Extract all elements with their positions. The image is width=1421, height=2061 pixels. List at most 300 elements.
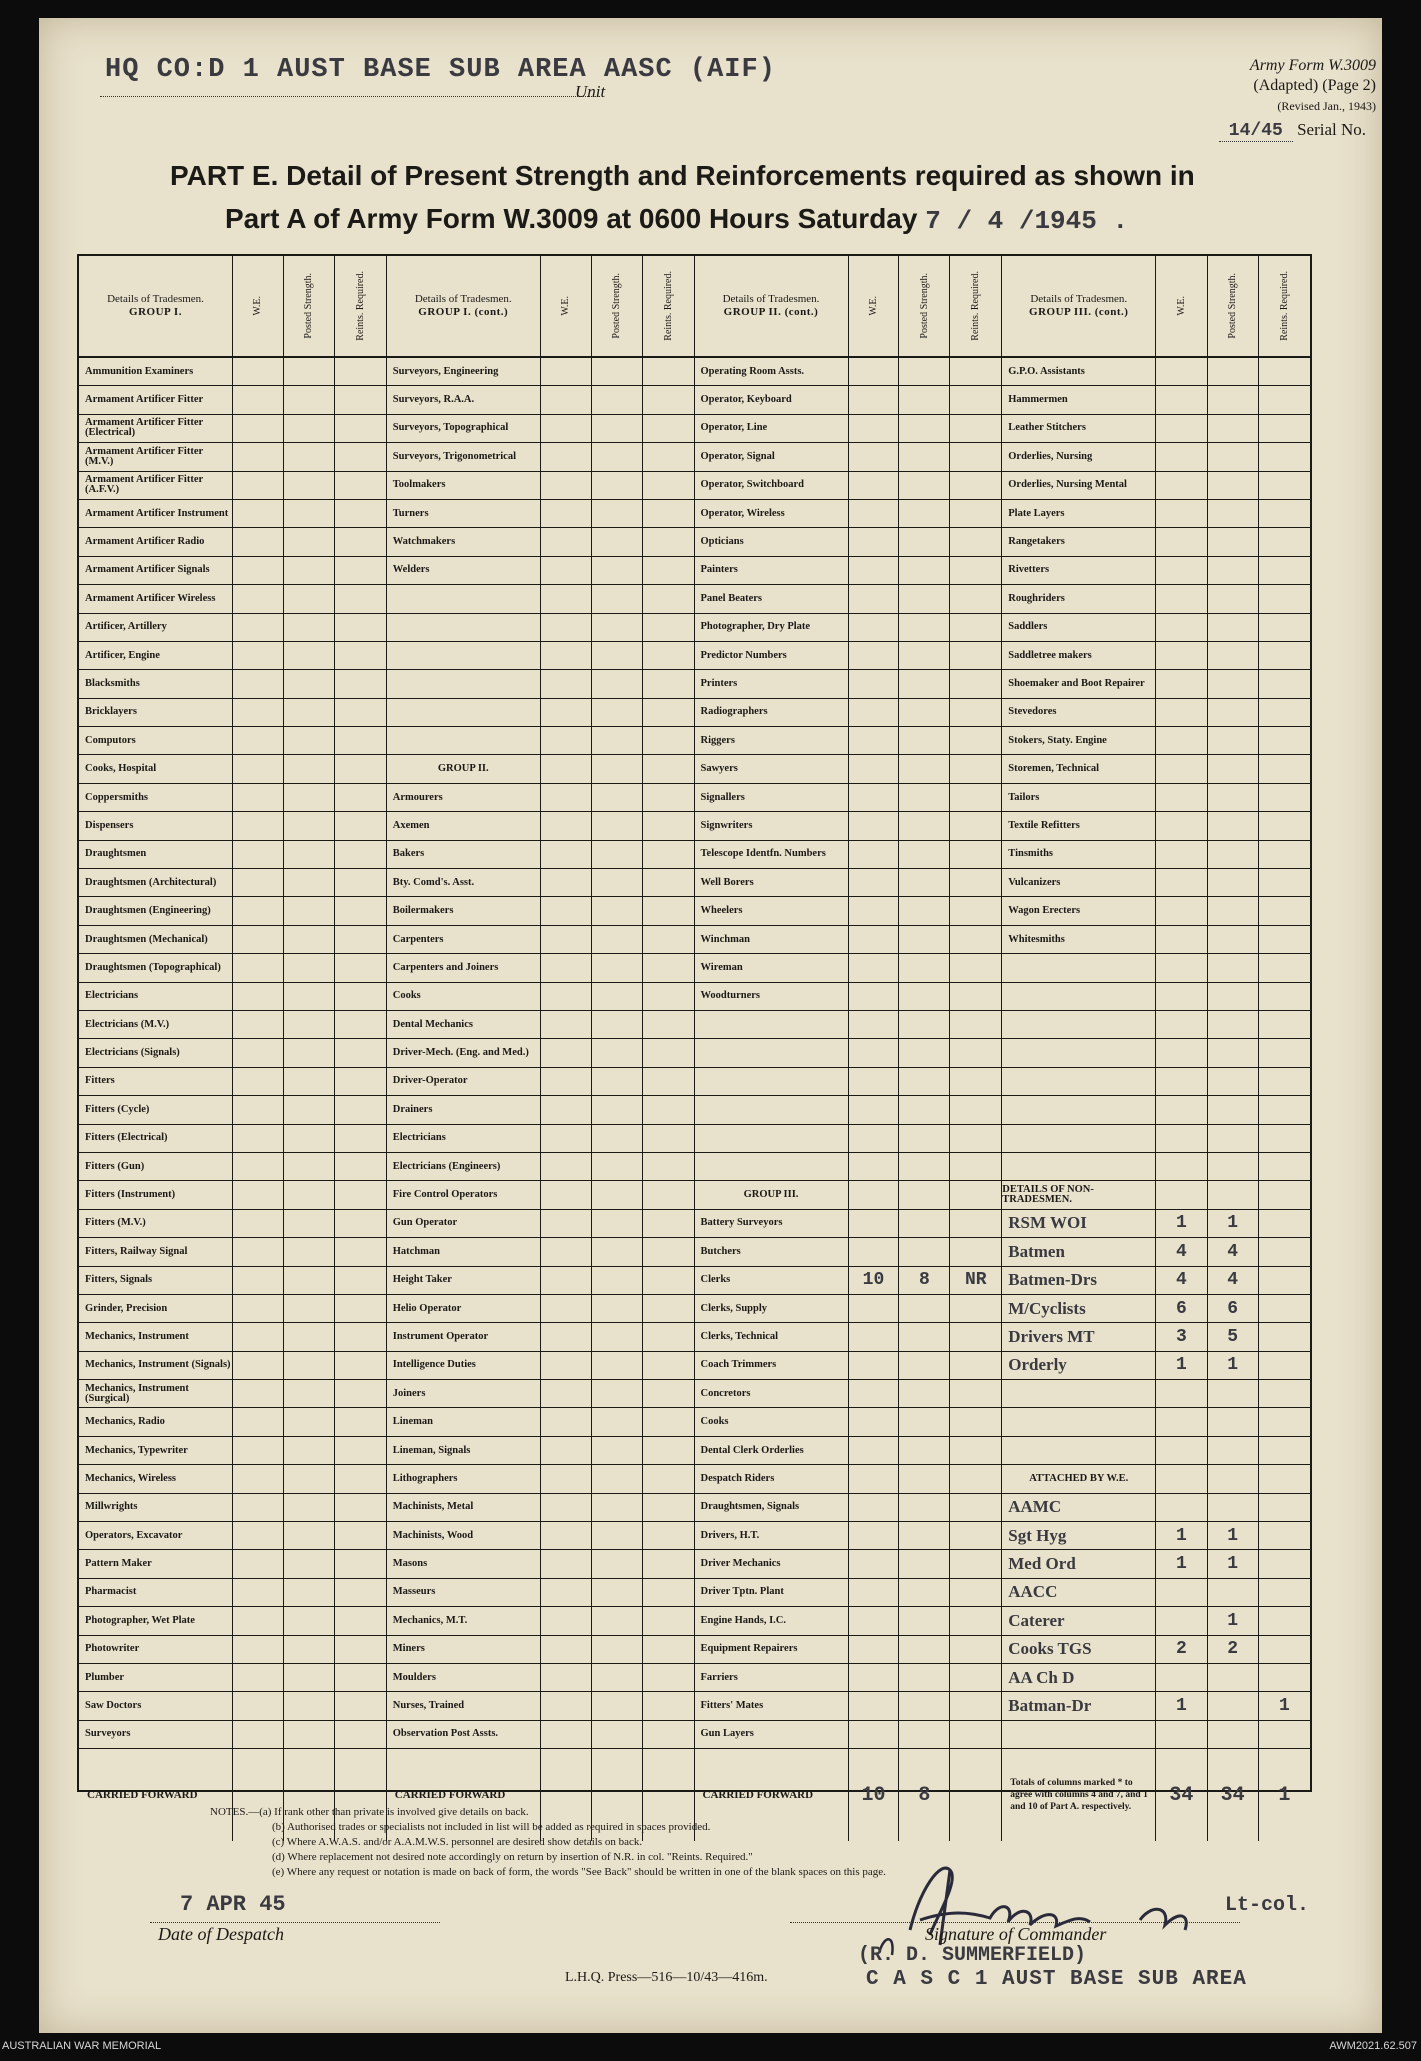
value-cell[interactable] — [899, 727, 950, 754]
value-cell[interactable] — [1156, 727, 1207, 754]
value-cell[interactable] — [284, 1125, 335, 1152]
value-cell[interactable] — [284, 500, 335, 527]
value-cell[interactable] — [284, 642, 335, 669]
value-cell[interactable] — [592, 869, 643, 896]
value-cell[interactable] — [284, 1607, 335, 1634]
value-cell[interactable] — [1259, 812, 1310, 839]
value-cell[interactable] — [849, 1692, 900, 1719]
value-cell[interactable] — [284, 1636, 335, 1663]
value-cell[interactable] — [950, 1323, 1001, 1350]
value-cell[interactable] — [335, 500, 386, 527]
value-cell[interactable] — [592, 1692, 643, 1719]
value-cell[interactable] — [541, 1011, 592, 1038]
value-cell[interactable] — [592, 1011, 643, 1038]
total-cell[interactable] — [950, 1749, 1001, 1841]
value-cell[interactable] — [1156, 1636, 1207, 1663]
value-cell[interactable] — [335, 1380, 386, 1407]
value-cell[interactable] — [284, 1323, 335, 1350]
value-cell[interactable] — [335, 642, 386, 669]
value-cell[interactable] — [541, 386, 592, 413]
value-cell[interactable] — [284, 1380, 335, 1407]
value-cell[interactable] — [1208, 670, 1259, 697]
value-cell[interactable] — [233, 1068, 284, 1095]
value-cell[interactable] — [1156, 386, 1207, 413]
value-cell[interactable] — [541, 954, 592, 981]
value-cell[interactable] — [950, 1721, 1001, 1748]
value-cell[interactable] — [849, 1153, 900, 1180]
value-cell[interactable] — [284, 1295, 335, 1322]
value-cell[interactable] — [335, 415, 386, 442]
value-cell[interactable] — [284, 1153, 335, 1180]
value-cell[interactable] — [541, 755, 592, 782]
value-cell[interactable] — [1208, 1039, 1259, 1066]
value-cell[interactable] — [541, 670, 592, 697]
value-cell[interactable] — [849, 897, 900, 924]
value-cell[interactable] — [1156, 358, 1207, 385]
value-cell[interactable] — [643, 727, 694, 754]
value-cell[interactable] — [1208, 1323, 1259, 1350]
value-cell[interactable] — [849, 1721, 900, 1748]
value-cell[interactable] — [1156, 1295, 1207, 1322]
value-cell[interactable] — [899, 358, 950, 385]
value-cell[interactable] — [592, 1153, 643, 1180]
value-cell[interactable] — [284, 1465, 335, 1492]
value-cell[interactable] — [592, 415, 643, 442]
value-cell[interactable] — [1208, 727, 1259, 754]
value-cell[interactable] — [849, 926, 900, 953]
value-cell[interactable] — [1208, 1068, 1259, 1095]
value-cell[interactable] — [541, 1039, 592, 1066]
value-cell[interactable] — [899, 926, 950, 953]
value-cell[interactable] — [1208, 1181, 1259, 1208]
value-cell[interactable] — [592, 1494, 643, 1521]
value-cell[interactable] — [1259, 897, 1310, 924]
value-cell[interactable] — [233, 983, 284, 1010]
value-cell[interactable] — [849, 954, 900, 981]
value-cell[interactable] — [1208, 699, 1259, 726]
value-cell[interactable] — [284, 528, 335, 555]
value-cell[interactable] — [1156, 1352, 1207, 1379]
value-cell[interactable] — [233, 358, 284, 385]
value-cell[interactable] — [592, 642, 643, 669]
value-cell[interactable] — [284, 1721, 335, 1748]
value-cell[interactable] — [899, 1039, 950, 1066]
value-cell[interactable] — [335, 812, 386, 839]
value-cell[interactable] — [233, 614, 284, 641]
value-cell[interactable] — [643, 983, 694, 1010]
value-cell[interactable] — [335, 614, 386, 641]
value-cell[interactable] — [284, 1181, 335, 1208]
value-cell[interactable] — [849, 1465, 900, 1492]
value-cell[interactable] — [1208, 812, 1259, 839]
value-cell[interactable] — [233, 1636, 284, 1663]
value-cell[interactable] — [1259, 1352, 1310, 1379]
value-cell[interactable] — [233, 1550, 284, 1577]
value-cell[interactable] — [849, 1267, 900, 1294]
value-cell[interactable] — [950, 1408, 1001, 1435]
value-cell[interactable] — [1208, 1380, 1259, 1407]
value-cell[interactable] — [849, 983, 900, 1010]
value-cell[interactable] — [541, 585, 592, 612]
value-cell[interactable] — [643, 528, 694, 555]
value-cell[interactable] — [950, 670, 1001, 697]
value-cell[interactable] — [1208, 1408, 1259, 1435]
value-cell[interactable] — [284, 1550, 335, 1577]
value-cell[interactable] — [950, 1295, 1001, 1322]
value-cell[interactable] — [541, 1068, 592, 1095]
value-cell[interactable] — [284, 841, 335, 868]
value-cell[interactable] — [592, 812, 643, 839]
value-cell[interactable] — [592, 755, 643, 782]
value-cell[interactable] — [592, 1323, 643, 1350]
value-cell[interactable] — [233, 1096, 284, 1123]
value-cell[interactable] — [233, 784, 284, 811]
value-cell[interactable] — [592, 897, 643, 924]
value-cell[interactable] — [950, 784, 1001, 811]
value-cell[interactable] — [335, 1068, 386, 1095]
value-cell[interactable] — [592, 841, 643, 868]
value-cell[interactable] — [1156, 1437, 1207, 1464]
value-cell[interactable] — [284, 1664, 335, 1691]
value-cell[interactable] — [950, 1465, 1001, 1492]
value-cell[interactable] — [643, 1295, 694, 1322]
value-cell[interactable] — [643, 472, 694, 499]
value-cell[interactable] — [899, 1636, 950, 1663]
value-cell[interactable] — [284, 1408, 335, 1435]
value-cell[interactable] — [335, 1579, 386, 1606]
value-cell[interactable] — [1156, 1522, 1207, 1549]
value-cell[interactable] — [643, 1380, 694, 1407]
value-cell[interactable] — [899, 1210, 950, 1237]
value-cell[interactable] — [284, 954, 335, 981]
value-cell[interactable] — [1156, 585, 1207, 612]
value-cell[interactable] — [1156, 1550, 1207, 1577]
value-cell[interactable] — [950, 926, 1001, 953]
value-cell[interactable] — [899, 1721, 950, 1748]
value-cell[interactable] — [1259, 1153, 1310, 1180]
value-cell[interactable] — [233, 1267, 284, 1294]
value-cell[interactable] — [233, 1721, 284, 1748]
value-cell[interactable] — [899, 528, 950, 555]
value-cell[interactable] — [1259, 386, 1310, 413]
value-cell[interactable] — [592, 1522, 643, 1549]
value-cell[interactable] — [592, 1238, 643, 1265]
value-cell[interactable] — [899, 1238, 950, 1265]
value-cell[interactable] — [233, 954, 284, 981]
value-cell[interactable] — [284, 1352, 335, 1379]
value-cell[interactable] — [1208, 1153, 1259, 1180]
value-cell[interactable] — [541, 812, 592, 839]
value-cell[interactable] — [950, 1664, 1001, 1691]
value-cell[interactable] — [592, 614, 643, 641]
value-cell[interactable] — [233, 1494, 284, 1521]
value-cell[interactable] — [233, 1692, 284, 1719]
value-cell[interactable] — [1156, 1607, 1207, 1634]
value-cell[interactable] — [233, 585, 284, 612]
value-cell[interactable] — [284, 670, 335, 697]
value-cell[interactable] — [1156, 1153, 1207, 1180]
value-cell[interactable] — [950, 699, 1001, 726]
value-cell[interactable] — [643, 926, 694, 953]
value-cell[interactable] — [899, 472, 950, 499]
value-cell[interactable] — [233, 528, 284, 555]
value-cell[interactable] — [541, 415, 592, 442]
value-cell[interactable] — [643, 1238, 694, 1265]
value-cell[interactable] — [233, 812, 284, 839]
value-cell[interactable] — [335, 1011, 386, 1038]
value-cell[interactable] — [1156, 1380, 1207, 1407]
value-cell[interactable] — [643, 699, 694, 726]
value-cell[interactable] — [233, 1011, 284, 1038]
value-cell[interactable] — [592, 670, 643, 697]
value-cell[interactable] — [541, 528, 592, 555]
value-cell[interactable] — [950, 1181, 1001, 1208]
value-cell[interactable] — [335, 1465, 386, 1492]
value-cell[interactable] — [1208, 1579, 1259, 1606]
value-cell[interactable] — [1259, 1295, 1310, 1322]
value-cell[interactable] — [1259, 784, 1310, 811]
value-cell[interactable] — [899, 1125, 950, 1152]
value-cell[interactable] — [592, 1408, 643, 1435]
value-cell[interactable] — [541, 443, 592, 470]
value-cell[interactable] — [335, 358, 386, 385]
value-cell[interactable] — [1208, 1664, 1259, 1691]
value-cell[interactable] — [1259, 1323, 1310, 1350]
value-cell[interactable] — [950, 1125, 1001, 1152]
value-cell[interactable] — [233, 841, 284, 868]
value-cell[interactable] — [849, 1323, 900, 1350]
value-cell[interactable] — [849, 784, 900, 811]
value-cell[interactable] — [1156, 1579, 1207, 1606]
value-cell[interactable] — [849, 1068, 900, 1095]
value-cell[interactable] — [950, 1267, 1001, 1294]
total-cell[interactable] — [1259, 1749, 1310, 1841]
value-cell[interactable] — [1259, 1125, 1310, 1152]
value-cell[interactable] — [643, 443, 694, 470]
value-cell[interactable] — [1208, 1295, 1259, 1322]
value-cell[interactable] — [899, 1664, 950, 1691]
value-cell[interactable] — [643, 358, 694, 385]
value-cell[interactable] — [541, 1125, 592, 1152]
value-cell[interactable] — [1208, 443, 1259, 470]
value-cell[interactable] — [849, 841, 900, 868]
value-cell[interactable] — [1208, 557, 1259, 584]
value-cell[interactable] — [1259, 1096, 1310, 1123]
value-cell[interactable] — [284, 727, 335, 754]
value-cell[interactable] — [541, 869, 592, 896]
value-cell[interactable] — [592, 1721, 643, 1748]
value-cell[interactable] — [899, 812, 950, 839]
value-cell[interactable] — [335, 841, 386, 868]
value-cell[interactable] — [233, 1664, 284, 1691]
value-cell[interactable] — [849, 1039, 900, 1066]
value-cell[interactable] — [541, 614, 592, 641]
value-cell[interactable] — [541, 1153, 592, 1180]
value-cell[interactable] — [950, 443, 1001, 470]
value-cell[interactable] — [849, 670, 900, 697]
value-cell[interactable] — [643, 1550, 694, 1577]
value-cell[interactable] — [335, 699, 386, 726]
value-cell[interactable] — [233, 1153, 284, 1180]
value-cell[interactable] — [899, 1550, 950, 1577]
value-cell[interactable] — [1208, 1494, 1259, 1521]
value-cell[interactable] — [899, 1607, 950, 1634]
value-cell[interactable] — [335, 528, 386, 555]
value-cell[interactable] — [1208, 1465, 1259, 1492]
value-cell[interactable] — [592, 1096, 643, 1123]
value-cell[interactable] — [284, 1692, 335, 1719]
total-cell[interactable] — [1156, 1749, 1207, 1841]
value-cell[interactable] — [849, 472, 900, 499]
value-cell[interactable] — [335, 670, 386, 697]
value-cell[interactable] — [233, 755, 284, 782]
value-cell[interactable] — [643, 1352, 694, 1379]
value-cell[interactable] — [284, 869, 335, 896]
value-cell[interactable] — [335, 1522, 386, 1549]
value-cell[interactable] — [284, 755, 335, 782]
value-cell[interactable] — [1259, 1465, 1310, 1492]
value-cell[interactable] — [1259, 1579, 1310, 1606]
value-cell[interactable] — [1259, 1380, 1310, 1407]
value-cell[interactable] — [1259, 358, 1310, 385]
value-cell[interactable] — [233, 1238, 284, 1265]
value-cell[interactable] — [541, 1607, 592, 1634]
value-cell[interactable] — [284, 1210, 335, 1237]
value-cell[interactable] — [1156, 1664, 1207, 1691]
value-cell[interactable] — [335, 1125, 386, 1152]
value-cell[interactable] — [899, 1692, 950, 1719]
value-cell[interactable] — [592, 1550, 643, 1577]
value-cell[interactable] — [950, 1579, 1001, 1606]
value-cell[interactable] — [592, 528, 643, 555]
value-cell[interactable] — [541, 983, 592, 1010]
value-cell[interactable] — [233, 727, 284, 754]
value-cell[interactable] — [1259, 528, 1310, 555]
value-cell[interactable] — [592, 1380, 643, 1407]
value-cell[interactable] — [643, 755, 694, 782]
value-cell[interactable] — [335, 557, 386, 584]
value-cell[interactable] — [1259, 1181, 1310, 1208]
value-cell[interactable] — [643, 954, 694, 981]
value-cell[interactable] — [849, 1181, 900, 1208]
value-cell[interactable] — [284, 443, 335, 470]
value-cell[interactable] — [541, 699, 592, 726]
value-cell[interactable] — [899, 1380, 950, 1407]
value-cell[interactable] — [1208, 1210, 1259, 1237]
value-cell[interactable] — [1156, 869, 1207, 896]
value-cell[interactable] — [643, 1039, 694, 1066]
value-cell[interactable] — [233, 500, 284, 527]
value-cell[interactable] — [849, 500, 900, 527]
value-cell[interactable] — [950, 642, 1001, 669]
value-cell[interactable] — [335, 1238, 386, 1265]
value-cell[interactable] — [1259, 1068, 1310, 1095]
value-cell[interactable] — [592, 983, 643, 1010]
value-cell[interactable] — [1208, 1607, 1259, 1634]
value-cell[interactable] — [541, 472, 592, 499]
value-cell[interactable] — [1156, 1721, 1207, 1748]
value-cell[interactable] — [899, 1011, 950, 1038]
value-cell[interactable] — [592, 1210, 643, 1237]
value-cell[interactable] — [284, 386, 335, 413]
value-cell[interactable] — [1208, 386, 1259, 413]
value-cell[interactable] — [335, 1153, 386, 1180]
total-cell[interactable] — [899, 1749, 950, 1841]
value-cell[interactable] — [541, 1210, 592, 1237]
value-cell[interactable] — [849, 699, 900, 726]
value-cell[interactable] — [1259, 755, 1310, 782]
value-cell[interactable] — [899, 500, 950, 527]
value-cell[interactable] — [1156, 642, 1207, 669]
value-cell[interactable] — [643, 1068, 694, 1095]
value-cell[interactable] — [1208, 358, 1259, 385]
value-cell[interactable] — [1156, 415, 1207, 442]
value-cell[interactable] — [335, 443, 386, 470]
value-cell[interactable] — [643, 557, 694, 584]
value-cell[interactable] — [233, 1465, 284, 1492]
value-cell[interactable] — [950, 841, 1001, 868]
value-cell[interactable] — [849, 443, 900, 470]
value-cell[interactable] — [1208, 1522, 1259, 1549]
value-cell[interactable] — [849, 1238, 900, 1265]
value-cell[interactable] — [541, 1579, 592, 1606]
value-cell[interactable] — [950, 727, 1001, 754]
value-cell[interactable] — [1208, 472, 1259, 499]
value-cell[interactable] — [1259, 954, 1310, 981]
value-cell[interactable] — [592, 1181, 643, 1208]
value-cell[interactable] — [541, 1522, 592, 1549]
value-cell[interactable] — [592, 1579, 643, 1606]
value-cell[interactable] — [643, 1011, 694, 1038]
value-cell[interactable] — [541, 358, 592, 385]
value-cell[interactable] — [899, 1522, 950, 1549]
value-cell[interactable] — [335, 1267, 386, 1294]
value-cell[interactable] — [1156, 954, 1207, 981]
value-cell[interactable] — [1259, 443, 1310, 470]
value-cell[interactable] — [335, 1181, 386, 1208]
value-cell[interactable] — [950, 1039, 1001, 1066]
value-cell[interactable] — [643, 784, 694, 811]
value-cell[interactable] — [1208, 1721, 1259, 1748]
value-cell[interactable] — [1156, 812, 1207, 839]
value-cell[interactable] — [1208, 1352, 1259, 1379]
value-cell[interactable] — [335, 1352, 386, 1379]
value-cell[interactable] — [1208, 500, 1259, 527]
value-cell[interactable] — [541, 557, 592, 584]
value-cell[interactable] — [284, 358, 335, 385]
value-cell[interactable] — [1156, 614, 1207, 641]
value-cell[interactable] — [1156, 1494, 1207, 1521]
value-cell[interactable] — [643, 1721, 694, 1748]
value-cell[interactable] — [643, 1153, 694, 1180]
value-cell[interactable] — [643, 1664, 694, 1691]
value-cell[interactable] — [1156, 1238, 1207, 1265]
value-cell[interactable] — [1208, 415, 1259, 442]
value-cell[interactable] — [1259, 699, 1310, 726]
value-cell[interactable] — [849, 1210, 900, 1237]
value-cell[interactable] — [592, 1607, 643, 1634]
value-cell[interactable] — [1259, 869, 1310, 896]
value-cell[interactable] — [899, 869, 950, 896]
value-cell[interactable] — [1156, 1011, 1207, 1038]
value-cell[interactable] — [849, 1579, 900, 1606]
value-cell[interactable] — [1259, 557, 1310, 584]
value-cell[interactable] — [284, 557, 335, 584]
value-cell[interactable] — [1259, 1437, 1310, 1464]
value-cell[interactable] — [592, 954, 643, 981]
value-cell[interactable] — [592, 1437, 643, 1464]
value-cell[interactable] — [849, 1380, 900, 1407]
